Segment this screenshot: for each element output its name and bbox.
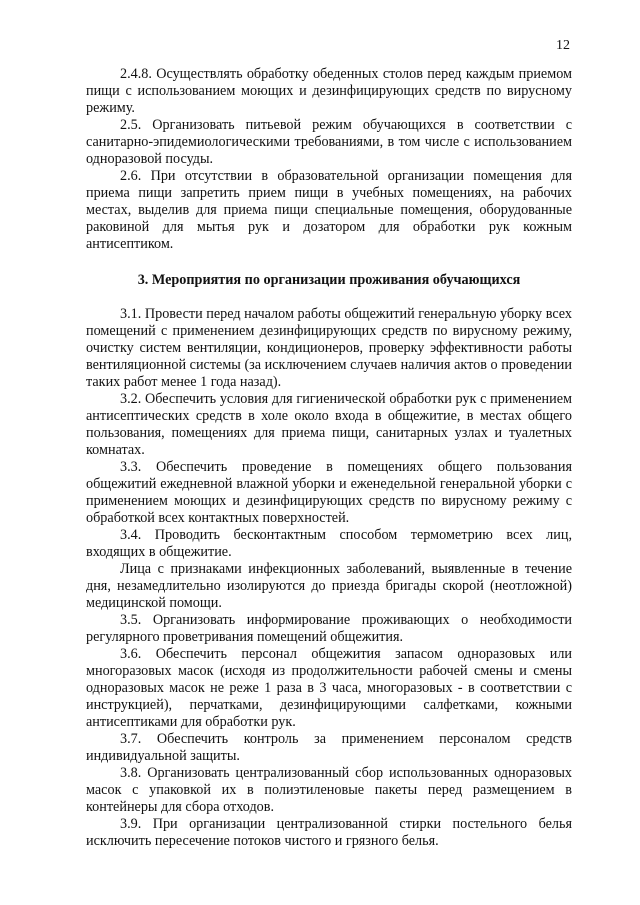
paragraph-2-4-8: 2.4.8. Осуществлять обработку обеденных столов перед каждым приемом пищи с использованием моющих и дезинфицирующих средств по вирусному режиму. (86, 66, 572, 116)
page-number: 12 (556, 38, 570, 53)
section-3-heading: 3. Мероприятия по организации проживания обучающихся (137, 272, 521, 288)
paragraph-3-3: 3.3. Обеспечить проведение в помещениях общего пользования общежитий ежедневной влажной уборки и еженедельной генеральной уборки с применением моющих и дезинфицирующих средств по вирусному режиму с обработкой всех контактных поверхностей. (86, 459, 572, 526)
paragraph-3-6: 3.6. Обеспечить персонал общежития запасом одноразовых или многоразовых масок (исходя из продолжительности рабочей смены и смены одноразовых масок не реже 1 раза в 3 часа, многоразовых - в соответствии с инструкцией), перчатками, дезинфицирующими салфетками, кожными антисептиками для обработки рук. (86, 646, 572, 730)
paragraph-3-2: 3.2. Обеспечить условия для гигиенической обработки рук с применением антисептических средств в холе около входа в общежитие, в местах общего пользования, помещениях для приема пищи, санитарных узлах и туалетных комнатах. (86, 391, 572, 458)
paragraph-2-5: 2.5. Организовать питьевой режим обучающихся в соответствии с санитарно-эпидемиологическими требованиями, в том числе с использованием одноразовой посуды. (86, 117, 572, 167)
paragraph-3-5: 3.5. Организовать информирование проживающих о необходимости регулярного проветривания помещений общежития. (86, 612, 572, 645)
paragraph-3-4: 3.4. Проводить бесконтактным способом термометрию всех лиц, входящих в общежитие. (86, 527, 572, 560)
document-body (86, 66, 572, 850)
paragraph-3-8: 3.8. Организовать централизованный сбор использованных одноразовых масок с упаковкой их в полиэтиленовые пакеты перед размещением в контейнеры для сбора отходов. (86, 765, 572, 815)
paragraph-2-6: 2.6. При отсутствии в образовательной организации помещения для приема пищи запретить прием пищи в учебных помещениях, на рабочих местах, выделив для приема пищи специальные помещения, оборудованные раковиной для мытья рук и дозатором для обработки рук кожным антисептиком. (86, 168, 572, 252)
paragraph-3-1: 3.1. Провести перед началом работы общежитий генеральную уборку всех помещений с применением дезинфицирующих средств по вирусному режиму, очистку систем вентиляции, кондиционеров, проверку эффективности работы вентиляционной системы (за исключением случаев наличия актов о проведении таких работ менее 1 года назад). (86, 306, 572, 390)
paragraph-3-7: 3.7. Обеспечить контроль за применением персоналом средств индивидуальной защиты. (86, 731, 572, 764)
paragraph-3-9: 3.9. При организации централизованной стирки постельного белья исключить пересечение потоков чистого и грязного белья. (86, 816, 572, 849)
paragraph-3-4-note: Лица с признаками инфекционных заболеваний, выявленные в течение дня, незамедлительно изолируются до приезда бригады скорой (неотложной) медицинской помощи. (86, 561, 572, 611)
